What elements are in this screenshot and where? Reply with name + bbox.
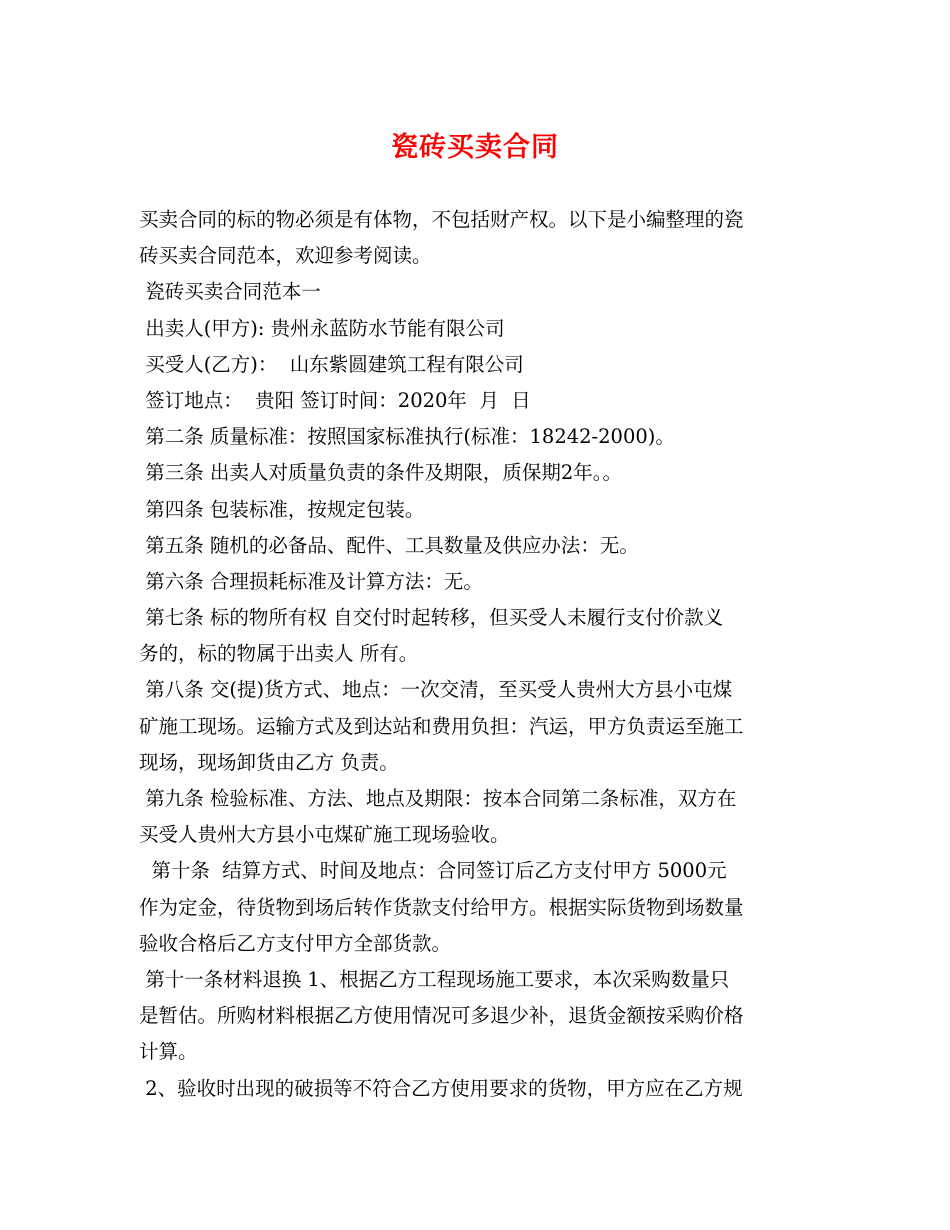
- text-line: 务的，标的物属于出卖人 所有。: [139, 642, 419, 666]
- text-line: 第八条 交(提)货方式、地点：一次交清，至买受人贵州大方县小屯煤: [139, 678, 733, 702]
- text-line: 矿施工现场。运输方式及到达站和费用负担：汽运，甲方负责运至施工: [139, 714, 744, 738]
- text-line: 第四条 包装标准，按规定包装。: [139, 497, 425, 521]
- text-line: 第九条 检验标准、方法、地点及期限：按本合同第二条标准，双方在: [139, 787, 737, 810]
- text-line: 第五条 随机的必备品、配件、工具数量及供应办法：无。: [139, 533, 639, 557]
- text-line: 是暂估。所购材料根据乙方使用情况可多退少补，退货金额按采购价格: [139, 1004, 744, 1028]
- text-line: 砖买卖合同范本，欢迎参考阅读。: [139, 244, 432, 268]
- text-line: 出卖人(甲方): 贵州永蓝防水节能有限公司: [139, 316, 505, 340]
- text-line: 买卖合同的标的物必须是有体物，不包括财产权。以下是小编整理的瓷: [139, 208, 744, 231]
- text-line: 验收合格后乙方支付甲方全部货款。: [139, 931, 452, 955]
- text-line: 第三条 出卖人对质量负责的条件及期限，质保期2年。。: [139, 461, 623, 485]
- text-line: 作为定金，待货物到场后转作货款支付给甲方。根据实际货物到场数量: [139, 895, 744, 919]
- text-line: 第七条 标的物所有权 自交付时起转移，但买受人未履行支付价款义: [139, 606, 724, 630]
- document-title: 瓷砖买卖合同: [391, 132, 559, 163]
- text-line: 签订地点： 贵阳 签订时间：2020年 月 日: [139, 388, 531, 412]
- text-line: 买受人(乙方)： 山东紫圆建筑工程有限公司: [139, 352, 524, 376]
- text-line: 第十条 结算方式、时间及地点：合同签订后乙方支付甲方 5000元: [139, 859, 727, 883]
- text-line: 第十一条材料退换 1、根据乙方工程现场施工要求，本次采购数量只: [139, 967, 730, 991]
- text-line: 2、验收时出现的破损等不符合乙方使用要求的货物，甲方应在乙方规: [139, 1076, 743, 1100]
- document-body: [139, 202, 819, 1107]
- text-line: 瓷砖买卖合同范本一: [139, 280, 321, 304]
- text-line: 第二条 质量标准：按照国家标准执行(标准：18242-2000)。: [139, 425, 675, 449]
- text-line: 现场，现场卸货由乙方 负责。: [139, 750, 399, 774]
- text-line: 买受人贵州大方县小屯煤矿施工现场验收。: [139, 823, 510, 847]
- text-line: 第六条 合理损耗标准及计算方法：无。: [139, 569, 483, 593]
- text-line: 计算。: [139, 1040, 198, 1064]
